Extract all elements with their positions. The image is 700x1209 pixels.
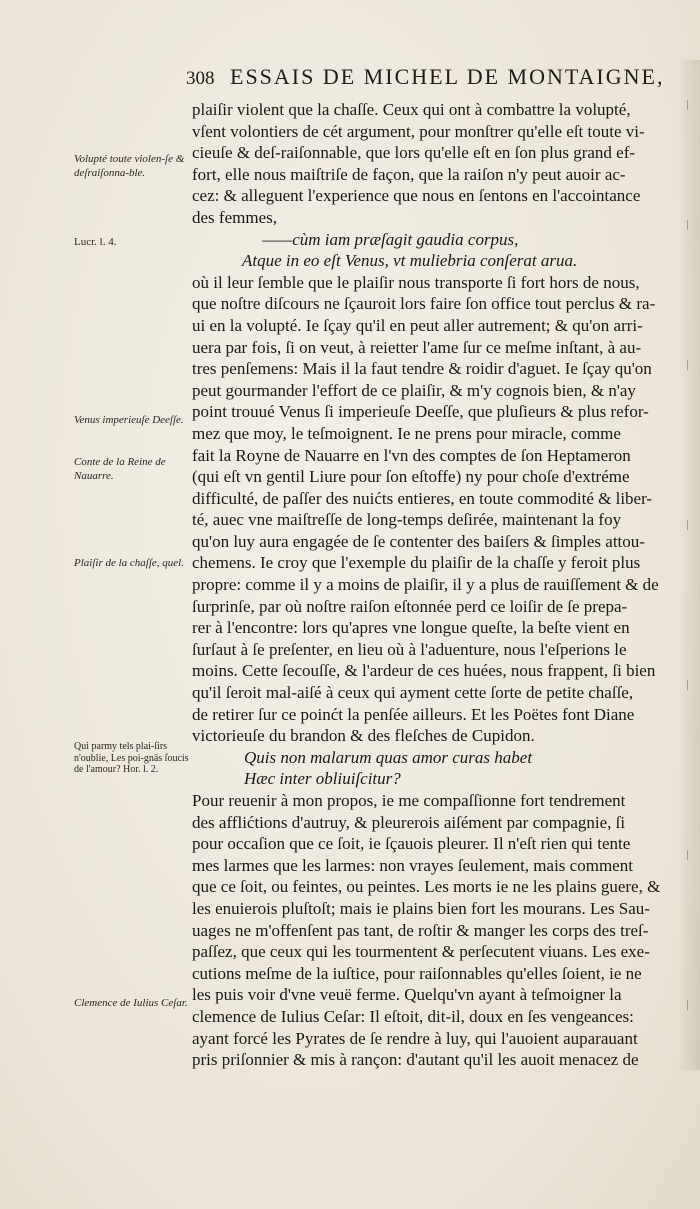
text-line: cieuſe & deſ-raiſonnable, que lors qu'elle eſt en ſon plus grand ef- xyxy=(192,143,636,163)
margin-note: Lucr. l. 4. xyxy=(74,236,117,248)
text-line: paſſez, que ceux qui les tourmentent & perſecutent viuans. Les exe- xyxy=(192,942,650,962)
text-line: que noſtre diſcours ne ſçauroit lors faire ſon office tout perclus & ra- xyxy=(192,294,656,314)
text-line: rer à l'encontre: lors qu'apres vne longue queſte, la beſte vient en xyxy=(192,618,630,638)
verse-line: Quis non malarum quas amor curas habet xyxy=(244,747,533,767)
margin-note: Clemence de Iulius Ceſar. xyxy=(74,997,188,1009)
text-line: mez que moy, le teſmoignent. Ie ne prens pour miracle, comme xyxy=(192,423,621,443)
text-line: propre: comme il y a moins de plaiſir, il y a plus de rauiſſement & de xyxy=(192,575,659,595)
text-line: pour occaſion que ce ſoit, ie ſçauois pleurer. Il n'eſt rien qui tente xyxy=(192,834,631,854)
text-line: chemens. Ie croy que l'exemple du plaiſir de la chaſſe y feroit plus xyxy=(192,553,641,573)
text-line: victorieuſe du brandon & des fleſches de Cupidon. xyxy=(192,726,535,746)
text-line: ui en la volupté. Ie ſçay qu'il en peut aller autrement; & qu'on arri- xyxy=(192,315,643,335)
margin-note: Conte de la Reine de Nauarre. xyxy=(74,456,166,482)
text-line: point trouué Venus ſi imperieuſe Deeſſe, que pluſieurs & plus refor- xyxy=(192,402,649,422)
text-line: des femmes, xyxy=(192,207,277,227)
running-header xyxy=(186,64,686,90)
edge-mark xyxy=(687,360,696,370)
text-line: ayant forcé les Pyrates de ſe rendre à luy, qui l'auoient auparauant xyxy=(192,1028,638,1048)
text-line: qu'on luy aura engagée de ſe contenter des baiſers & ſimples attou- xyxy=(192,531,645,551)
text-line: difficulté, de paſſer des nuićts entieres, en toute commodité & liber- xyxy=(192,488,653,508)
text-line: uages ne m'offenſent pas tant, de roſtir & manger les corps des treſ- xyxy=(192,920,649,940)
edge-mark xyxy=(687,1000,696,1010)
body-text xyxy=(192,99,682,1071)
verse-line: Atque in eo eſt Venus, vt muliebria conſerat arua. xyxy=(242,251,578,271)
text-line: moins. Cette ſecouſſe, & l'ardeur de ces huées, nous frappent, ſi bien xyxy=(192,661,656,681)
edge-mark xyxy=(687,850,696,860)
edge-mark xyxy=(687,520,696,530)
text-line: cez: & alleguent l'experience que nous en ſentons en l'accointance xyxy=(192,186,641,206)
edge-mark xyxy=(687,680,696,690)
text-line: clemence de Iulius Ceſar: Il eſtoit, dit-il, doux en ſes vengeances: xyxy=(192,1006,634,1026)
text-line: qu'il ſeroit mal-aiſé à ceux qui ayment cette ſorte de petite chaſſe, xyxy=(192,683,634,703)
text-line: cutions meſme de la iuſtice, pour raiſonnables qu'elles ſoient, ie ne xyxy=(192,963,642,983)
margin-note: Plaiſir de la chaſſe, quel. xyxy=(74,557,184,569)
text-line: ſurſaut à ſe preſenter, en lieu où à l'aduenture, nous l'eſperions le xyxy=(192,639,627,659)
text-line: uera par fois, ſi on veut, à reietter l'ame ſur ce meſme inſtant, à au- xyxy=(192,337,642,357)
edge-mark xyxy=(687,220,696,230)
edge-mark xyxy=(687,100,696,110)
margin-note: Volupté toute violen-ſe & deſraiſonna-ble. xyxy=(74,153,185,179)
text-line: plaiſir violent que la chaſſe. Ceux qui ont à combattre la volupté, xyxy=(192,100,631,119)
text-line: ſurprinſe, par où noſtre raiſon eſtonnée perd ce loiſir de ſe prepa- xyxy=(192,596,628,616)
text-line: que ce ſoit, ou feintes, ou peintes. Les morts ie ne les plains guere, & xyxy=(192,877,661,897)
margin-note: Qui parmy tels plai-ſirs n'oublie, Les poi-gnās ſoucis de l'amour? Hor. l. 2. xyxy=(74,741,189,775)
text-line: Pour reuenir à mon propos, ie me compaſſionne fort tendrement xyxy=(192,791,626,810)
margin-note: Venus imperieuſe Deeſſe. xyxy=(74,414,184,426)
verse-line: Hæc inter obliuiſcitur? xyxy=(244,769,401,789)
page-number: 308 xyxy=(186,68,215,89)
text-line: fort, elle nous maiſtriſe de façon, que la raiſon n'y peut auoir ac- xyxy=(192,164,626,184)
text-line: fait la Royne de Nauarre en l'vn des comptes de ſon Heptameron xyxy=(192,445,631,465)
text-line: pris priſonnier & mis à rançon: d'autant qu'il les auoit menacez de xyxy=(192,1050,639,1070)
text-line: tres penſemens: Mais il la faut tendre & roidir d'aguet. Ie ſçay qu'on xyxy=(192,359,652,379)
text-line: où il leur ſemble que le plaiſir nous transporte ſi fort hors de nous, xyxy=(192,272,640,292)
verse-line: ——cùm iam præſagit gaudia corpus, xyxy=(262,229,519,249)
text-line: des afflićtions d'autruy, & pleurerois aiſément par compagnie, ſi xyxy=(192,812,626,832)
text-line: les enuierois pluſtoſt; mais ie plains bien fort les mourans. Les Sau- xyxy=(192,898,650,918)
text-line: té, auec vne maiſtreſſe de long-temps deſirée, maintenant la foy xyxy=(192,510,622,530)
text-line: (qui eſt vn gentil Liure pour ſon eſtoffe) ny pour choſe d'extréme xyxy=(192,467,630,487)
text-line: les puis voir d'vne veuë ferme. Quelqu'vn ayant à teſmoigner la xyxy=(192,985,622,1005)
running-title: ESSAIS DE MICHEL DE MONTAIGNE, xyxy=(230,64,665,89)
text-line: de retirer ſur ce poinćt la penſée ailleurs. Et les Poëtes font Diane xyxy=(192,704,635,724)
text-line: peut gourmander l'effort de ce plaiſir, & m'y cognois bien, & n'ay xyxy=(192,380,636,400)
text-line: mes larmes que les larmes: non vrayes ſeulement, mais comment xyxy=(192,855,633,875)
text-line: vſent volontiers de cét argument, pour monſtrer qu'elle eſt toute vi- xyxy=(192,121,645,141)
